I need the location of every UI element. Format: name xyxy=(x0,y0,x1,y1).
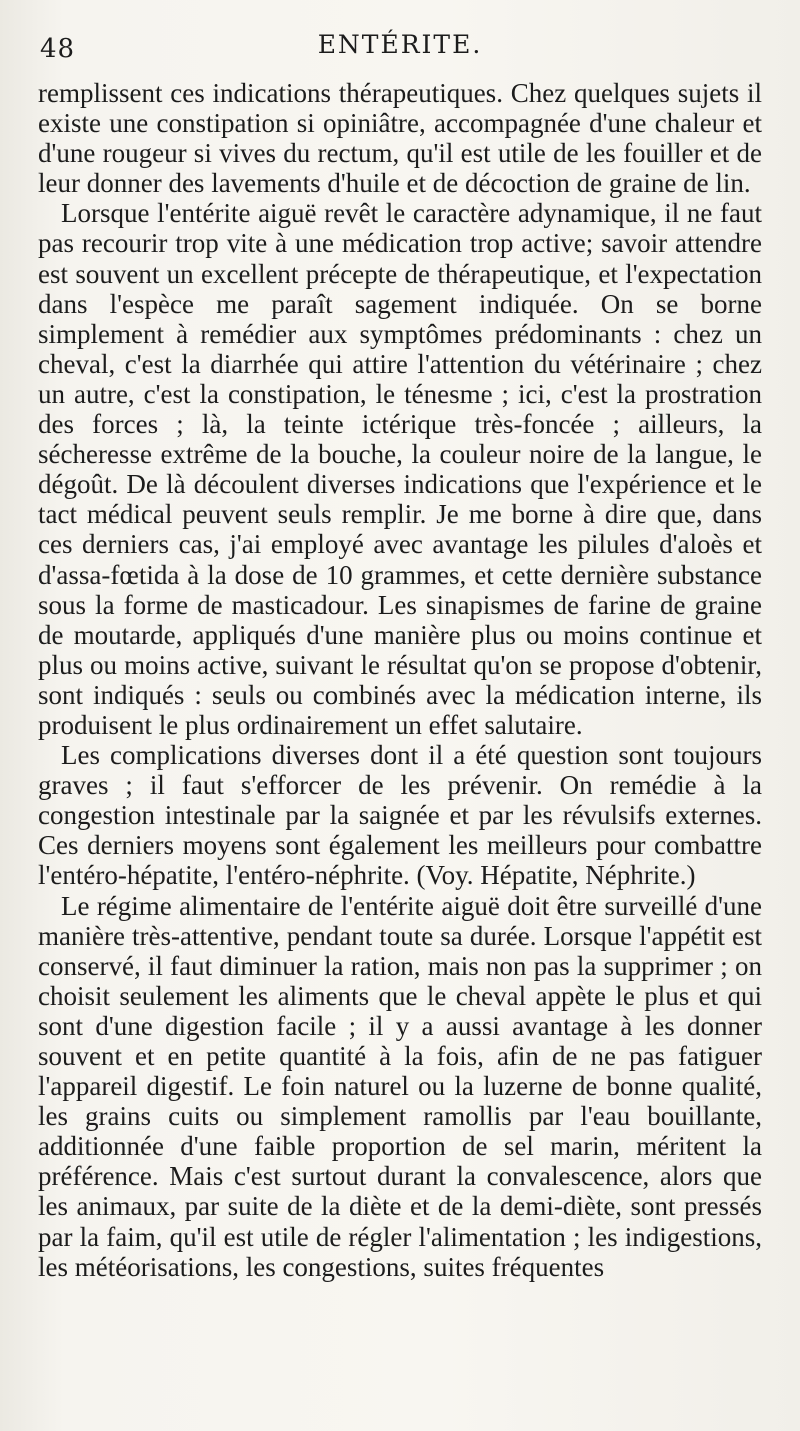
paragraph-1: remplissent ces indications thérapeutiques. Chez quelques sujets il existe une constipation si opiniâtre, accompagnée d'une chaleur et d'une rougeur si vives du rectum, qu'il est utile de les fouiller et de leur donner des lavements d'huile et de décoction de graine de lin. xyxy=(38,78,762,199)
paragraph-3: Les complications diverses dont il a été question sont toujours graves ; il faut s'efforcer de les prévenir. On remédie à la congestion intestinale par la saignée et par les révulsifs externes. Ces derniers moyens sont également les meilleurs pour combattre l'entéro-hépatite, l'entéro-néphrite. (Voy. Hépatite, Néphrite.) xyxy=(38,740,762,891)
body-text xyxy=(38,78,762,1282)
paragraph-4: Le régime alimentaire de l'entérite aiguë doit être surveillé d'une manière très-attentive, pendant toute sa durée. Lorsque l'appétit est conservé, il faut diminuer la ration, mais non pas la supprimer ; on choisit seulement les aliments que le cheval appète le plus et qui sont d'une digestion facile ; il y a aussi avantage à les donner souvent et en petite quantité à la fois, afin de ne pas fatiguer l'appareil digestif. Le foin naturel ou la luzerne de bonne qualité, les grains cuits ou simplement ramollis par l'eau bouillante, additionnée d'une faible proportion de sel marin, méritent la préférence. Mais c'est surtout durant la convalescence, alors que les animaux, par suite de la diète et de la demi-diète, sont pressés par la faim, qu'il est utile de régler l'alimentation ; les indigestions, les météorisations, les congestions, suites fréquentes xyxy=(38,890,762,1282)
page-number: 48 xyxy=(40,34,76,64)
page-header xyxy=(0,30,800,66)
running-head: ENTÉRITE. xyxy=(317,30,483,59)
paragraph-2: Lorsque l'entérite aiguë revêt le caractère adynamique, il ne faut pas recourir trop vite à une médication trop active; savoir attendre est souvent un excellent précepte de thérapeutique, et l'expectation dans l'espèce me paraît sagement indiquée. On se borne simplement à remédier aux symptômes prédominants : chez un cheval, c'est la diarrhée qui attire l'attention du vétérinaire ; chez un autre, c'est la constipation, le ténesme ; ici, c'est la prostration des forces ; là, la teinte ictérique très-foncée ; ailleurs, la sécheresse extrême de la bouche, la couleur noire de la langue, le dégoût. De là découlent diverses indications que l'expérience et le tact médical peuvent seuls remplir. Je me borne à dire que, dans ces derniers cas, j'ai employé avec avantage les pilules d'aloès et d'assa-fœtida à la dose de 10 grammes, et cette dernière substance sous la forme de masticadour. Les sinapismes de farine de graine de moutarde, appliqués d'une manière plus ou moins continue et plus ou moins active, suivant le résultat qu'on se propose d'obtenir, sont indiqués : seuls ou combinés avec la médication interne, ils produisent le plus ordinairement un effet salutaire. xyxy=(38,198,762,740)
